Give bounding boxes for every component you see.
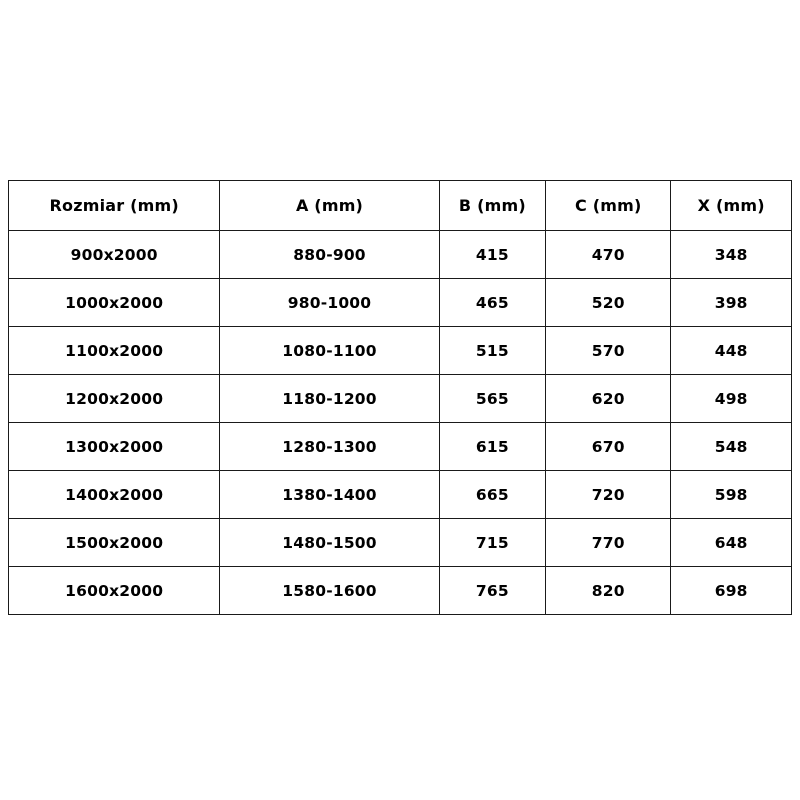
- table-row: [9, 567, 792, 615]
- column-header-b: B (mm): [439, 181, 545, 231]
- cell-c: 670: [546, 423, 671, 471]
- cell-b: 665: [439, 471, 545, 519]
- cell-x: 448: [671, 327, 792, 375]
- cell-c: 520: [546, 279, 671, 327]
- column-header-rozmiar: Rozmiar (mm): [9, 181, 220, 231]
- cell-a: 880-900: [220, 231, 439, 279]
- column-header-c: C (mm): [546, 181, 671, 231]
- cell-size: 1000x2000: [9, 279, 220, 327]
- cell-size: 1600x2000: [9, 567, 220, 615]
- cell-size: 900x2000: [9, 231, 220, 279]
- cell-a: 1580-1600: [220, 567, 439, 615]
- specification-table: [8, 180, 792, 615]
- specification-table-container: [8, 180, 792, 615]
- cell-c: 720: [546, 471, 671, 519]
- cell-a: 1280-1300: [220, 423, 439, 471]
- cell-x: 548: [671, 423, 792, 471]
- cell-c: 820: [546, 567, 671, 615]
- column-header-x: X (mm): [671, 181, 792, 231]
- cell-a: 1180-1200: [220, 375, 439, 423]
- cell-size: 1500x2000: [9, 519, 220, 567]
- column-header-a: A (mm): [220, 181, 439, 231]
- table-row: [9, 375, 792, 423]
- cell-size: 1200x2000: [9, 375, 220, 423]
- cell-c: 770: [546, 519, 671, 567]
- cell-x: 698: [671, 567, 792, 615]
- table-row: [9, 519, 792, 567]
- cell-b: 715: [439, 519, 545, 567]
- cell-x: 498: [671, 375, 792, 423]
- table-row: [9, 423, 792, 471]
- cell-c: 470: [546, 231, 671, 279]
- cell-b: 515: [439, 327, 545, 375]
- cell-x: 348: [671, 231, 792, 279]
- cell-size: 1300x2000: [9, 423, 220, 471]
- cell-b: 565: [439, 375, 545, 423]
- table-row: [9, 327, 792, 375]
- table-header: [9, 181, 792, 231]
- cell-x: 598: [671, 471, 792, 519]
- cell-size: 1400x2000: [9, 471, 220, 519]
- table-row: [9, 279, 792, 327]
- table-row: [9, 231, 792, 279]
- table-body: [9, 231, 792, 615]
- cell-b: 765: [439, 567, 545, 615]
- cell-b: 415: [439, 231, 545, 279]
- cell-b: 615: [439, 423, 545, 471]
- table-header-row: [9, 181, 792, 231]
- cell-a: 1080-1100: [220, 327, 439, 375]
- table-row: [9, 471, 792, 519]
- cell-size: 1100x2000: [9, 327, 220, 375]
- cell-a: 1480-1500: [220, 519, 439, 567]
- cell-c: 570: [546, 327, 671, 375]
- cell-x: 648: [671, 519, 792, 567]
- cell-x: 398: [671, 279, 792, 327]
- cell-c: 620: [546, 375, 671, 423]
- cell-b: 465: [439, 279, 545, 327]
- cell-a: 1380-1400: [220, 471, 439, 519]
- cell-a: 980-1000: [220, 279, 439, 327]
